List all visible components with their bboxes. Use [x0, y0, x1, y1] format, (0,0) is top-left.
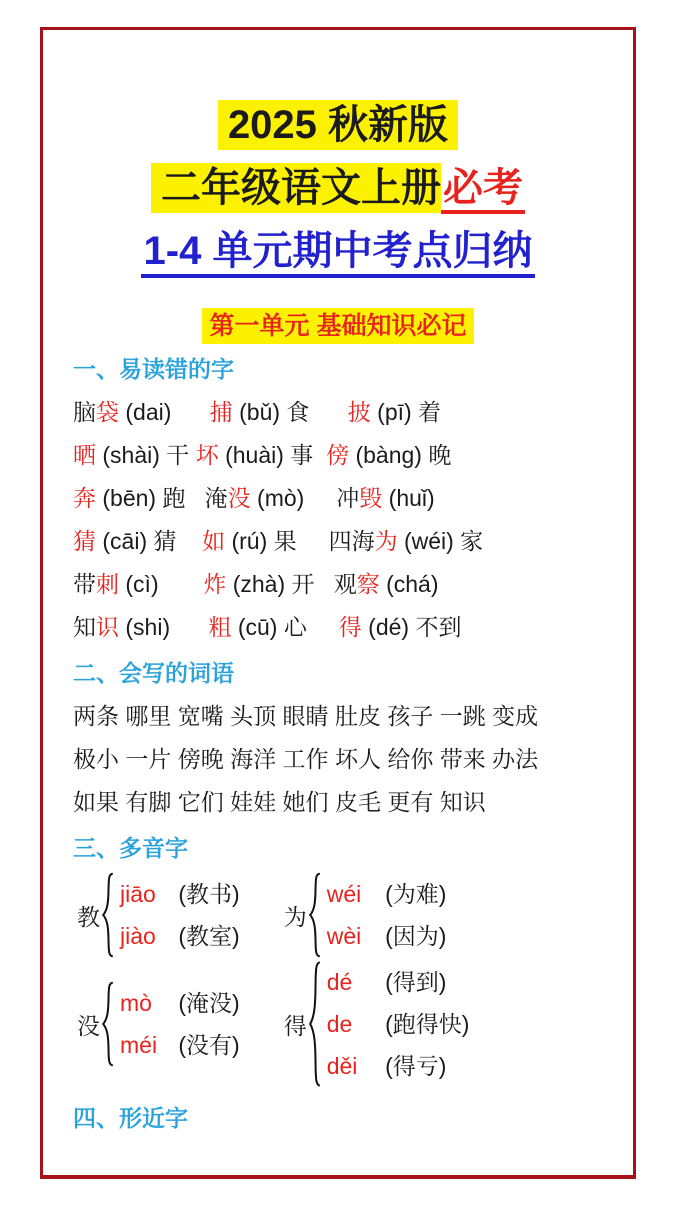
polyphonic-group-jiao	[77, 872, 240, 958]
polyphonic-entry	[120, 982, 240, 1024]
key-character-red: 晒	[73, 442, 96, 468]
polyphonic-entry	[120, 1024, 240, 1066]
brace-icon	[308, 872, 322, 958]
unit-header	[73, 307, 603, 345]
example-word: (教书)	[178, 881, 240, 907]
text-run: (dé) 不到	[361, 614, 462, 640]
brace-icon	[308, 960, 322, 1088]
text-run: (bàng) 晚	[349, 442, 452, 468]
key-character-red: 识	[96, 614, 119, 640]
pinyin-text: de	[326, 1011, 353, 1037]
polyphonic-base-char: 没	[77, 1012, 100, 1039]
example-word: (得亏)	[385, 1053, 447, 1079]
key-character-red: 坏	[195, 442, 219, 468]
polyphonic-base-char: 得	[283, 1012, 307, 1039]
section1-line	[73, 477, 603, 520]
pinyin-text: wèi	[326, 923, 362, 949]
section2-line: 极小 一片 傍晚 海洋 工作 坏人 给你 带来 办法	[73, 746, 539, 772]
title-line-2-accent: 必考	[441, 163, 525, 214]
key-character-red: 得	[338, 614, 362, 640]
example-word: (因为)	[385, 923, 447, 949]
section1-line	[73, 434, 603, 477]
text-run: (rú) 果 四海	[225, 528, 375, 554]
example-word: (为难)	[385, 881, 447, 907]
page-content	[43, 94, 633, 1140]
section1-heading: 一、易读错的字	[73, 356, 234, 382]
polyphonic-group-mei	[77, 981, 240, 1067]
polyphonic-entries	[327, 961, 470, 1087]
text-run: 脑	[73, 399, 96, 425]
polyphonic-entries	[327, 873, 447, 957]
section1-line	[73, 606, 603, 649]
text-run: (dai)	[119, 399, 210, 425]
pinyin-text: jiāo	[120, 881, 156, 907]
polyphonic-entry	[327, 1045, 470, 1087]
title-line-1	[73, 94, 603, 157]
key-character-red: 察	[356, 571, 380, 597]
example-word: (跑得快)	[385, 1011, 470, 1037]
key-character-red: 袋	[96, 399, 119, 425]
key-character-red: 傍	[326, 442, 350, 468]
section2-line: 如果 有脚 它们 娃娃 她们 皮毛 更有 知识	[73, 789, 486, 815]
polyphonic-group-wei	[284, 872, 447, 958]
text-run: (mò) 冲	[250, 485, 360, 511]
section2-heading: 二、会写的词语	[73, 660, 234, 686]
example-word: (得到)	[385, 969, 447, 995]
title-line-1-highlight: 2025 秋新版	[218, 100, 458, 150]
pinyin-text: děi	[326, 1053, 358, 1079]
key-character-red: 猜	[73, 528, 96, 554]
text-run: 带	[73, 571, 96, 597]
page-frame	[40, 27, 636, 1179]
unit-header-highlight: 第一单元 基础知识必记	[202, 308, 475, 344]
pinyin-text: dé	[326, 969, 353, 995]
text-run: (cì)	[119, 571, 204, 597]
section4-heading: 四、形近字	[73, 1105, 188, 1131]
key-character-red: 为	[374, 528, 398, 554]
key-character-red: 捕	[209, 399, 233, 425]
text-run: (huài) 事	[218, 442, 327, 468]
text-run: (bǔ) 食	[232, 399, 348, 425]
pinyin-text: wéi	[326, 881, 362, 907]
text-run: (cāi) 猜	[96, 528, 203, 554]
section1-line	[73, 563, 603, 606]
polyphonic-entry	[327, 961, 470, 1003]
section1-line	[73, 520, 603, 563]
example-word: (没有)	[178, 1032, 240, 1058]
key-character-red: 粗	[208, 614, 232, 640]
section1-line	[73, 391, 603, 434]
key-character-red: 炸	[203, 571, 227, 597]
polyphonic-row-2	[73, 960, 603, 1088]
key-character-red: 如	[202, 528, 226, 554]
pinyin-text: mò	[120, 990, 152, 1016]
example-word: (淹没)	[178, 990, 240, 1016]
title-line-3	[73, 220, 603, 283]
text-run: (cū) 心	[231, 614, 339, 640]
text-run: (wéi) 家	[397, 528, 484, 554]
title-line-3-underlined: 1-4 单元期中考点归纳	[141, 226, 536, 278]
polyphonic-entry	[327, 915, 447, 957]
key-character-red: 毁	[359, 485, 383, 511]
polyphonic-group-de	[284, 960, 470, 1088]
example-word: (教室)	[178, 923, 240, 949]
text-run: (chá)	[379, 571, 439, 597]
key-character-red: 刺	[96, 571, 119, 597]
key-character-red: 奔	[73, 485, 96, 511]
polyphonic-base-char: 教	[77, 903, 100, 930]
polyphonic-entry	[120, 915, 240, 957]
text-run: 知	[73, 614, 96, 640]
polyphonic-row-1	[73, 872, 603, 958]
text-run: (shài) 干	[96, 442, 196, 468]
text-run: (zhà) 开 观	[226, 571, 357, 597]
title-block	[73, 94, 603, 283]
text-run: (bēn) 跑 淹	[96, 485, 228, 511]
section3-heading: 三、多音字	[73, 835, 188, 861]
text-run: (pī) 着	[370, 399, 442, 425]
text-run: (shi)	[119, 614, 209, 640]
polyphonic-entries	[120, 873, 240, 957]
key-character-red: 披	[347, 399, 371, 425]
title-line-2	[73, 157, 603, 220]
polyphonic-entry	[327, 1003, 470, 1045]
pinyin-text: méi	[120, 1032, 158, 1058]
text-run: (huǐ)	[382, 485, 435, 511]
pinyin-text: jiào	[120, 923, 156, 949]
brace-icon	[101, 872, 115, 958]
polyphonic-entry	[327, 873, 447, 915]
polyphonic-base-char: 为	[283, 903, 307, 930]
brace-icon	[101, 981, 115, 1067]
section2-line: 两条 哪里 宽嘴 头顶 眼睛 肚皮 孩子 一跳 变成	[73, 703, 539, 729]
polyphonic-entry	[120, 873, 240, 915]
polyphonic-entries	[120, 982, 240, 1066]
key-character-red: 没	[227, 485, 251, 511]
title-line-2-highlight: 二年级语文上册	[151, 163, 441, 213]
